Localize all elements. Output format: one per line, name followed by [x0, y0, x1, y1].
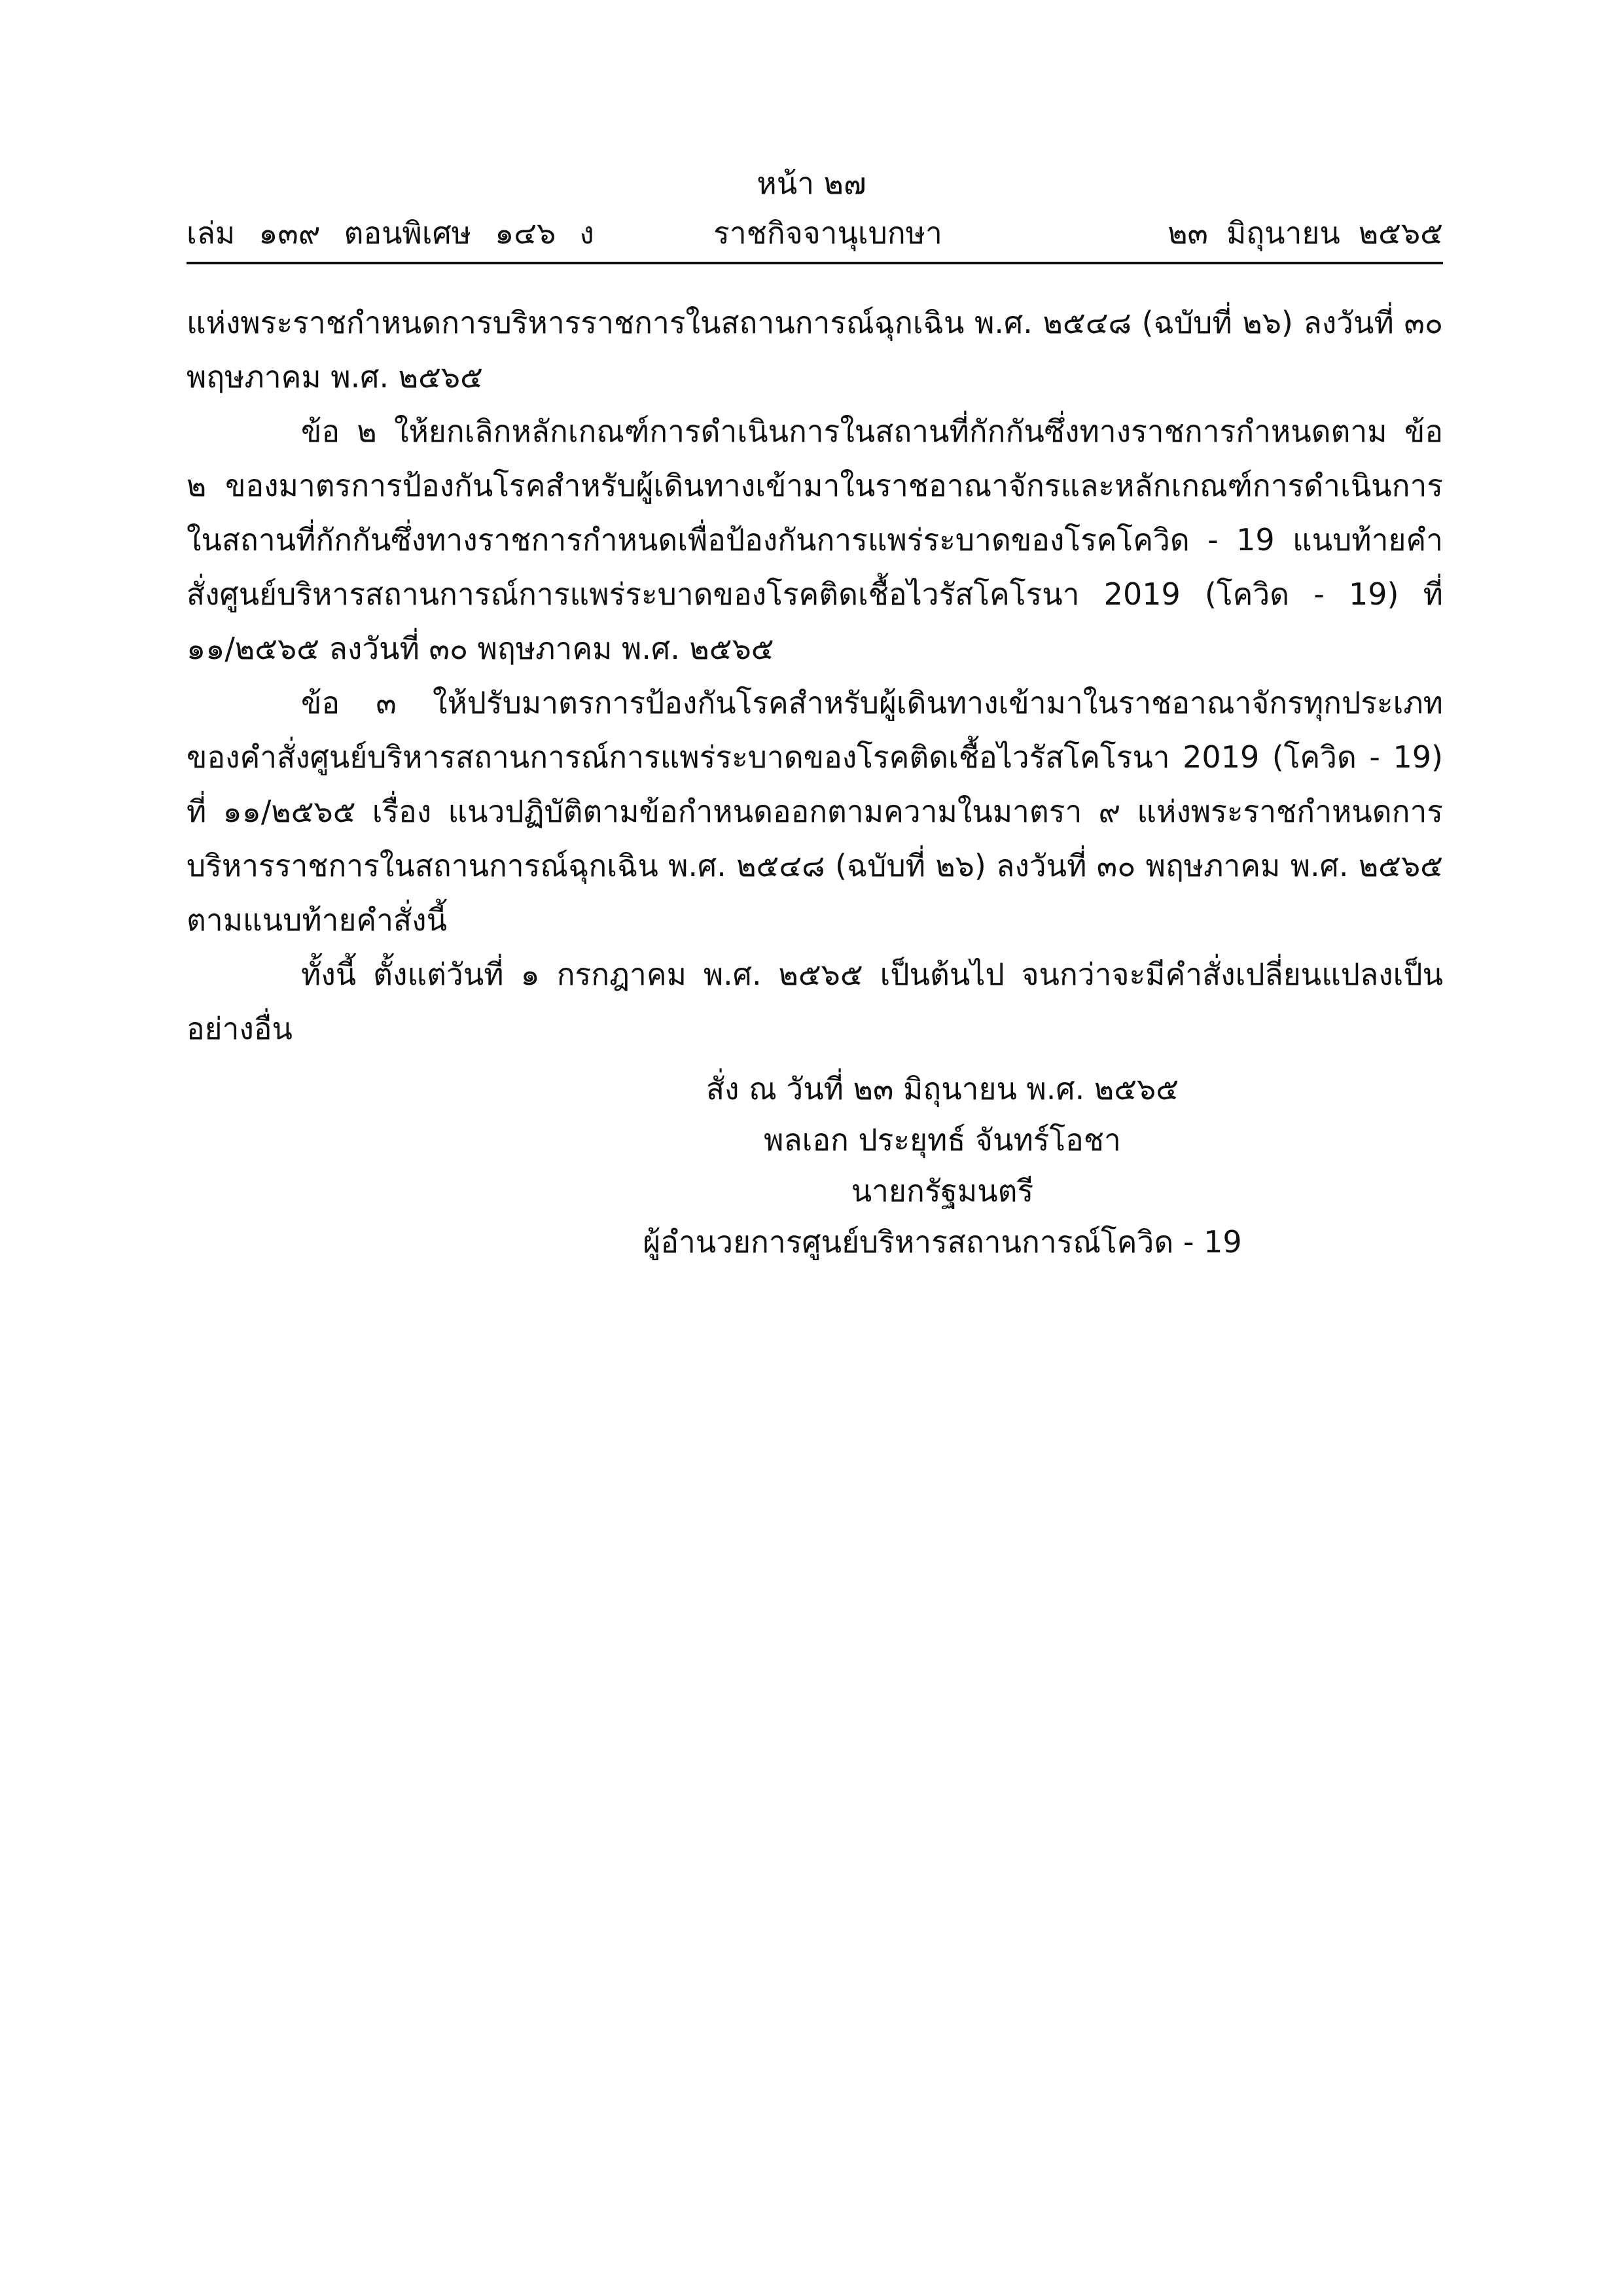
gazette-date [1149, 213, 1443, 253]
date-month: มิถุนายน [1226, 215, 1340, 251]
paragraph-clause-3: ข้อ ๓ ให้ปรับมาตรการป้องกันโรคสำหรับผู้เดินทางเข้ามาในราชอาณาจักรทุกประเภทของคำสั่งศูนย์บริหารสถานการณ์การแพร่ระบาดของโรคติดเชื้อไวรัสโคโรนา 2019 (โควิด - 19) ที่ ๑๑/๒๕๖๕ เรื่อง แนวปฏิบัติตามข้อกำหนดออกตามความในมาตรา ๙ แห่งพระราชกำหนดการบริหารราชการในสถานการณ์ฉุกเฉิน พ.ศ. ๒๕๔๘ (ฉบับที่ ๒๖) ลงวันที่ ๓๐ พฤษภาคม พ.ศ. ๒๕๖๕ ตามแนบท้ายคำสั่งนี้ [187, 685, 1443, 938]
header-divider [187, 262, 1443, 264]
date-day: ๒๓ [1168, 215, 1208, 251]
paragraph-continuation: แห่งพระราชกำหนดการบริหารราชการในสถานการณ์ฉุกเฉิน พ.ศ. ๒๕๔๘ (ฉบับที่ ๒๖) ลงวันที่ ๓๐ พฤษภาคม พ.ศ. ๒๕๖๕ [187, 305, 1443, 395]
gazette-title: ราชกิจจานุเบกษา [713, 215, 942, 251]
date-year: ๒๕๖๕ [1358, 215, 1443, 251]
order-date: สั่ง ณ วันที่ ๒๓ มิถุนายน พ.ศ. ๒๕๖๕ [705, 1071, 1179, 1106]
paragraph-effective-date: ทั้งนี้ ตั้งแต่วันที่ ๑ กรกฎาคม พ.ศ. ๒๕๖๕ เป็นต้นไป จนกว่าจะมีคำสั่งเปลี่ยนแปลงเป็นอย่างอื่น [187, 957, 1443, 1046]
volume-label: เล่ม [187, 215, 236, 251]
section-number: ๑๔๖ [495, 215, 556, 251]
paragraph-clause-2: ข้อ ๒ ให้ยกเลิกหลักเกณฑ์การดำเนินการในสถานที่กักกันซึ่งทางราชการกำหนดตาม ข้อ ๒ ของมาตรการป้องกันโรคสำหรับผู้เดินทางเข้ามาในราชอาณาจักรและหลักเกณฑ์การดำเนินการในสถานที่กักกันซึ่งทางราชการกำหนดเพื่อป้องกันการแพร่ระบาดของโรคโควิด - 19 แนบท้ายคำสั่งศูนย์บริหารสถานการณ์การแพร่ระบาดของโรคติดเชื้อไวรัสโคโรนา 2019 (โควิด - 19) ที่ ๑๑/๒๕๖๕ ลงวันที่ ๓๐ พฤษภาคม พ.ศ. ๒๕๖๕ [187, 414, 1443, 666]
section-label: ตอนพิเศษ [344, 215, 472, 251]
signatory-name: พลเอก ประยุทธ์ จันทร์โอชา [764, 1122, 1121, 1157]
gazette-header [187, 213, 1443, 259]
signatory-role: ผู้อำนวยการศูนย์บริหารสถานการณ์โควิด - 19 [643, 1224, 1242, 1260]
page-number: หน้า ๒๗ [757, 166, 866, 201]
document-body [187, 296, 1443, 1056]
signatory-position: นายกรัฐมนตรี [851, 1173, 1034, 1209]
volume-number: ๑๓๙ [259, 215, 321, 251]
signature-block [615, 1063, 1270, 1267]
section-suffix: ง [579, 215, 594, 251]
